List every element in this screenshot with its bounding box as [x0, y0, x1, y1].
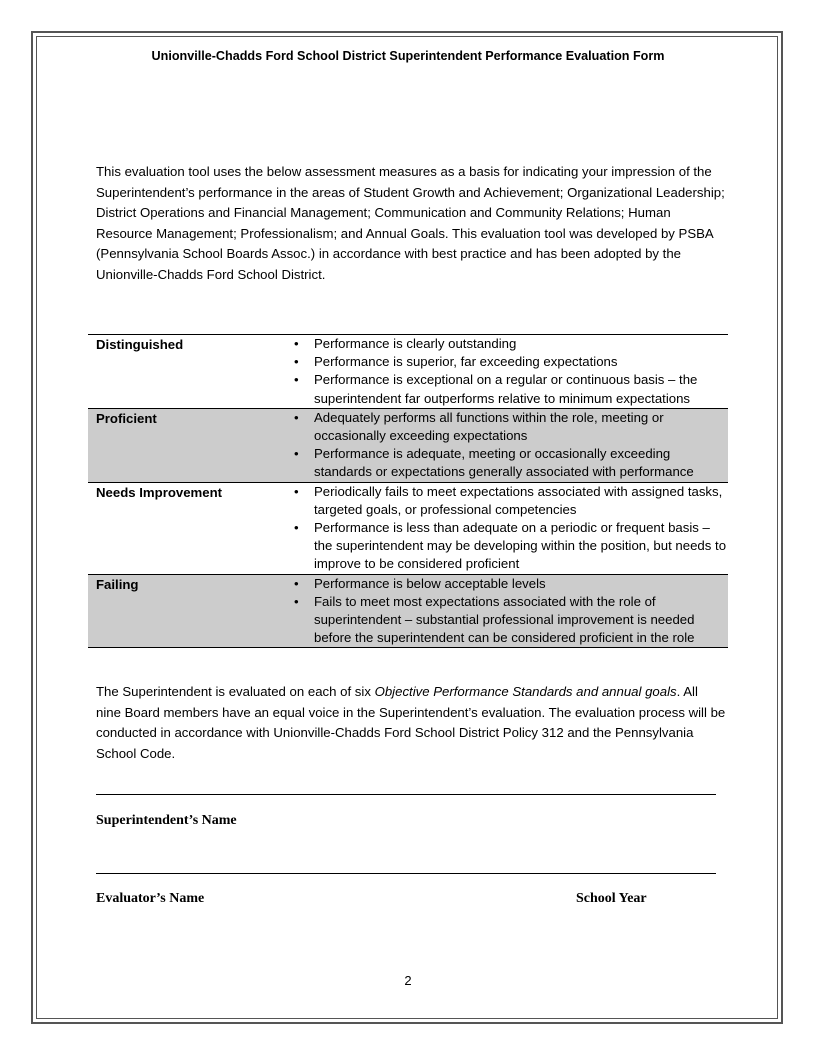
level-row-failing [88, 574, 728, 648]
level-name: Proficient [88, 408, 284, 482]
bullet-item: • Performance is below acceptable levels [314, 575, 728, 593]
bullet-item: • Fails to meet most expectations associated with the role of superintendent – substantial professional improvement is needed before the superintendent can be considered proficient in the role [314, 593, 728, 648]
bullet-item: • Performance is superior, far exceeding expectations [314, 353, 728, 371]
para2-italic-text: Objective Performance Standards and annual goals [374, 684, 677, 699]
intro-paragraph: This evaluation tool uses the below assessment measures as a basis for indicating your impression of the Superintendent’s performance in the areas of Student Growth and Achievement; Organizational Leadership; District Operations and Financial Management; Communication and Community Relations; Human Resource Management; Professionalism; and Annual Goals. This evaluation tool was developed by PSBA (Pennsylvania School Boards Assoc.) in accordance with best practice and has been adopted by the Unionville-Chadds Ford School District. [96, 164, 725, 282]
evaluator-signature-line[interactable] [96, 873, 716, 874]
level-bullets [284, 483, 728, 574]
superintendent-signature-line[interactable] [96, 794, 716, 795]
level-row-distinguished [88, 335, 728, 409]
para2-text: The Superintendent is evaluated on each of six [96, 684, 375, 699]
evaluator-name-label: Evaluator’s Name [96, 891, 205, 906]
level-name: Needs Improvement [88, 482, 284, 574]
level-name: Failing [88, 574, 284, 648]
bullet-item: • Performance is less than adequate on a periodic or frequent basis – the superintendent may be developing within the position, but needs to improve to be considered proficient [314, 519, 728, 574]
bullet-item: • Performance is exceptional on a regular or continuous basis – the superintendent far outperforms relative to minimum expectations [314, 371, 728, 407]
level-bullets [284, 335, 728, 408]
level-bullets [284, 575, 728, 648]
bullet-item: • Performance is clearly outstanding [314, 335, 728, 353]
level-row-proficient [88, 408, 728, 482]
level-name: Distinguished [96, 337, 184, 352]
para2-text-end: . All nine Board members have an equal voice in the Superintendent’s evaluation. The evaluation process will be conducted in accordance with Unionville-Chadds Ford School District Policy 312 and the Pennsylvania School Code. [96, 684, 726, 761]
level-bullets [284, 409, 728, 482]
superintendent-name-label: Superintendent’s Name [96, 813, 237, 828]
form-title: Unionville-Chadds Ford School District Superintendent Performance Evaluation Form [151, 49, 665, 63]
bullet-item: • Periodically fails to meet expectations associated with assigned tasks, targeted goals, or professional competencies [314, 483, 728, 519]
bullet-item: • Performance is adequate, meeting or occasionally exceeding standards or expectations generally associated with performance [314, 445, 728, 481]
school-year-label: School Year [576, 891, 647, 906]
performance-levels-table [88, 334, 728, 648]
level-row-needs-improvement [88, 482, 728, 574]
bullet-item: • Adequately performs all functions within the role, meeting or occasionally exceeding expectations [314, 409, 728, 445]
page-number: 2 [404, 973, 412, 988]
evaluation-process-paragraph [96, 682, 726, 764]
